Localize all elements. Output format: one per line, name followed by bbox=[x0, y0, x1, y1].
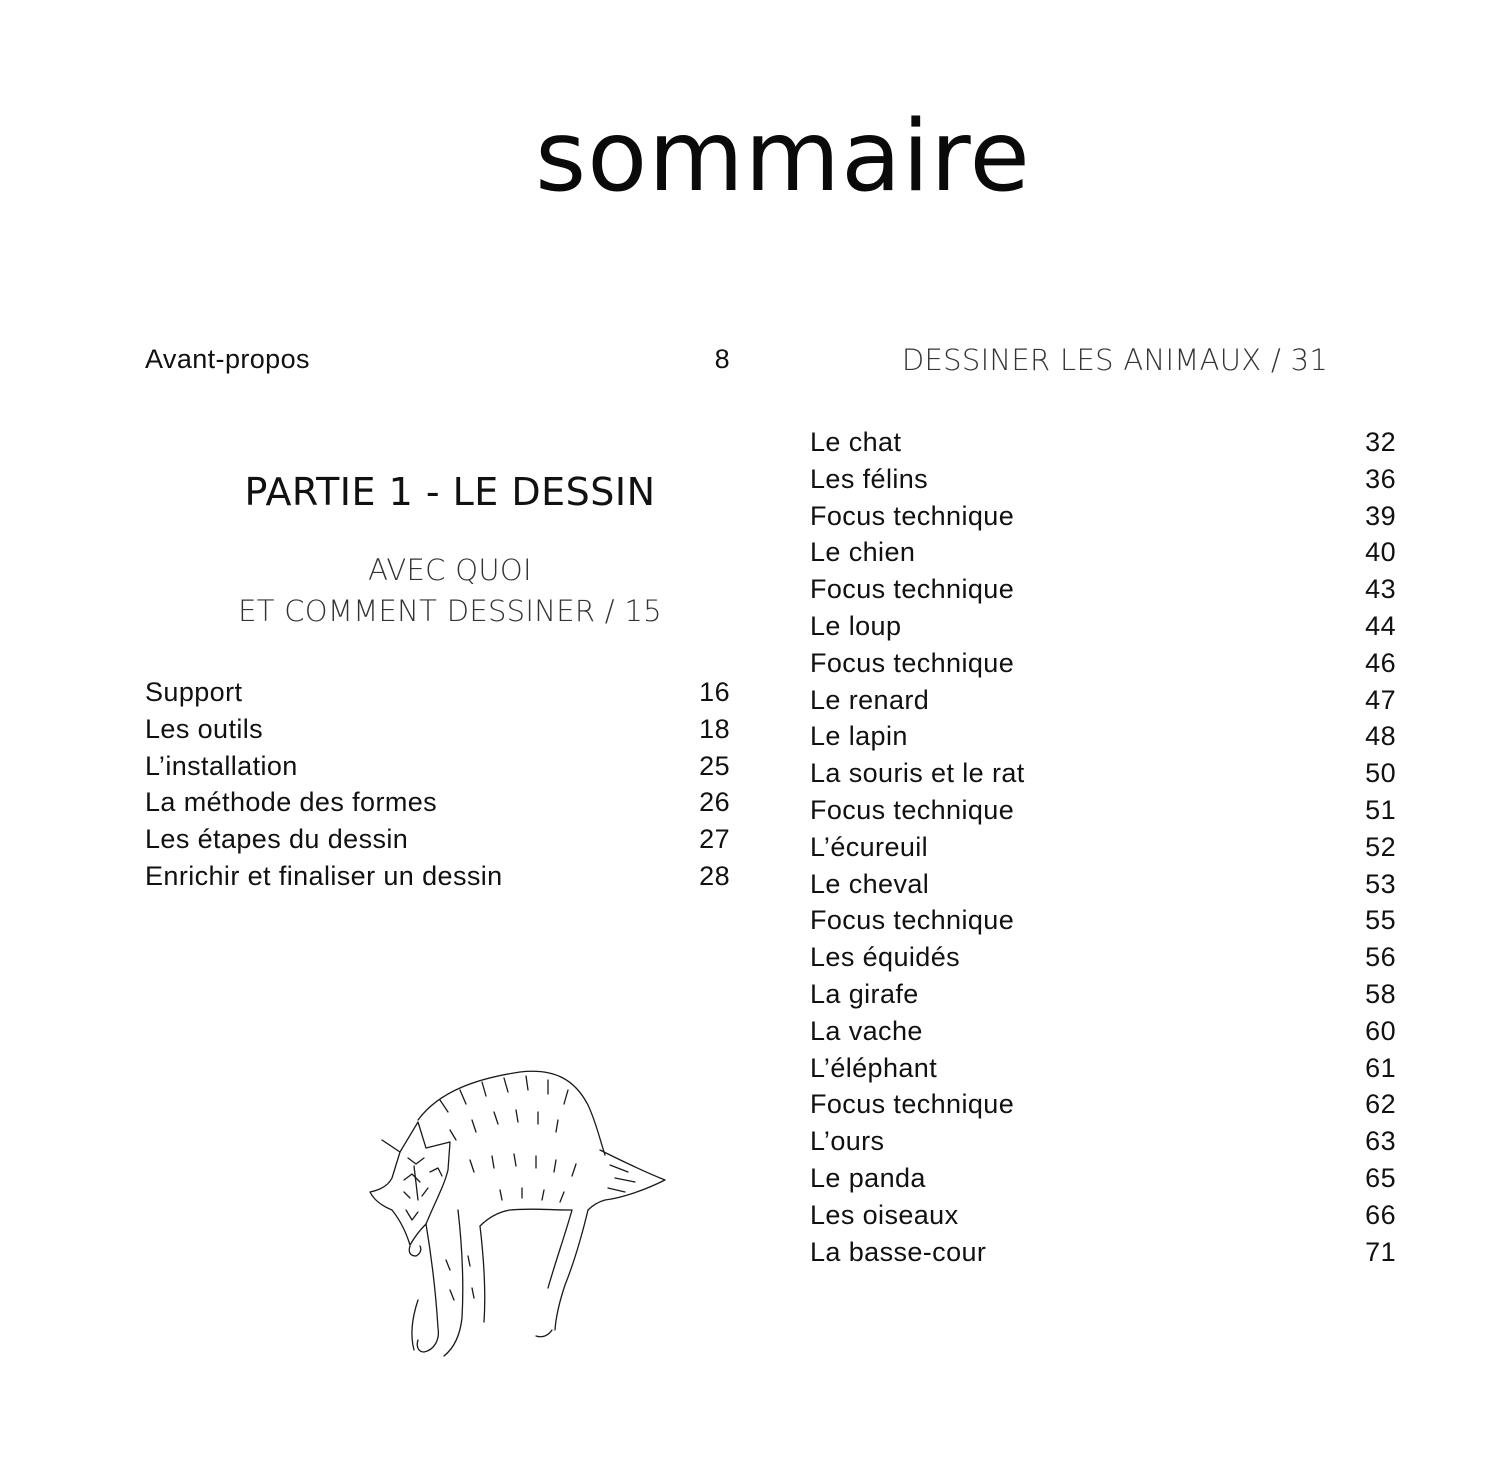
toc-entry-page: 50 bbox=[1365, 758, 1396, 789]
toc-entry-label: L’écureuil bbox=[810, 831, 929, 862]
toc-entry[interactable] bbox=[810, 534, 1396, 571]
toc-entry-label: Enrichir et finaliser un dessin bbox=[145, 860, 503, 891]
toc-entry-page: 36 bbox=[1365, 463, 1396, 494]
toc-entry-page: 27 bbox=[699, 824, 730, 855]
toc-entry-page: 8 bbox=[714, 344, 730, 374]
page-title: sommaire bbox=[535, 100, 1031, 214]
toc-entry[interactable] bbox=[810, 1197, 1396, 1234]
section-title-line-1: AVEC QUOI bbox=[368, 553, 532, 587]
toc-entry-label: Focus technique bbox=[810, 794, 1015, 825]
toc-entry-page: 32 bbox=[1365, 427, 1396, 457]
toc-entry-page: 28 bbox=[699, 860, 730, 891]
toc-entry-label: Focus technique bbox=[810, 574, 1015, 605]
toc-entry-page: 16 bbox=[699, 677, 730, 707]
section-title-line-2: ET COMMENT DESSINER / 15 bbox=[238, 594, 662, 628]
toc-entry-page: 65 bbox=[1365, 1162, 1396, 1193]
toc-entry-label: L’éléphant bbox=[810, 1052, 938, 1083]
toc-entry[interactable] bbox=[145, 821, 730, 858]
toc-entry-label: La basse-cour bbox=[810, 1236, 987, 1267]
toc-entry-page: 51 bbox=[1365, 794, 1396, 825]
toc-entry-label: Le panda bbox=[810, 1162, 926, 1193]
section-title-animals: DESSINER LES ANIMAUX / 31 bbox=[901, 343, 1329, 377]
toc-entry[interactable] bbox=[810, 571, 1396, 608]
toc-entry-page: 58 bbox=[1365, 978, 1396, 1009]
toc-entry[interactable] bbox=[810, 682, 1396, 719]
toc-entry-label: Le lapin bbox=[810, 721, 908, 752]
toc-entry-label: Avant-propos bbox=[145, 344, 310, 374]
toc-entry-page: 66 bbox=[1365, 1199, 1396, 1230]
toc-entry-page: 18 bbox=[699, 713, 730, 744]
toc-entry-label: Focus technique bbox=[810, 647, 1015, 678]
toc-entry[interactable] bbox=[810, 755, 1396, 792]
toc-list-part-1 bbox=[145, 674, 730, 895]
toc-entry-page: 52 bbox=[1365, 831, 1396, 862]
part-1-title: PARTIE 1 - LE DESSIN bbox=[244, 470, 656, 514]
toc-entry-page: 47 bbox=[1365, 684, 1396, 715]
toc-entry[interactable] bbox=[810, 1160, 1396, 1197]
toc-entry-page: 62 bbox=[1365, 1089, 1396, 1120]
toc-entry-page: 60 bbox=[1365, 1015, 1396, 1046]
toc-entry[interactable] bbox=[810, 1013, 1396, 1050]
toc-entry[interactable] bbox=[810, 1050, 1396, 1087]
toc-entry-page: 26 bbox=[699, 787, 730, 818]
toc-entry-label: Focus technique bbox=[810, 1089, 1015, 1120]
toc-entry[interactable] bbox=[810, 461, 1396, 498]
toc-entry[interactable] bbox=[145, 674, 730, 711]
toc-entry-page: 46 bbox=[1365, 647, 1396, 678]
toc-entry-label: L’ours bbox=[810, 1126, 885, 1157]
wolf-sketch-icon bbox=[360, 1060, 670, 1360]
toc-entry-label: Le chat bbox=[810, 427, 902, 457]
toc-list-animals bbox=[810, 424, 1396, 1270]
toc-entry-label: Focus technique bbox=[810, 500, 1015, 531]
toc-entry-label: La vache bbox=[810, 1015, 923, 1046]
toc-entry[interactable] bbox=[810, 939, 1396, 976]
toc-entry[interactable] bbox=[810, 792, 1396, 829]
toc-entry-avant-propos[interactable] bbox=[145, 341, 730, 378]
toc-entry-label: Le loup bbox=[810, 610, 902, 641]
toc-entry[interactable] bbox=[810, 866, 1396, 903]
toc-entry-label: La girafe bbox=[810, 978, 919, 1009]
toc-entry-label: Focus technique bbox=[810, 905, 1015, 936]
toc-entry-label: Les étapes du dessin bbox=[145, 824, 409, 855]
toc-entry-label: La souris et le rat bbox=[810, 758, 1025, 789]
toc-entry-label: Les outils bbox=[145, 713, 264, 744]
toc-entry-page: 43 bbox=[1365, 574, 1396, 605]
toc-entry[interactable] bbox=[145, 858, 730, 895]
toc-entry[interactable] bbox=[145, 784, 730, 821]
toc-entry-label: Les équidés bbox=[810, 942, 961, 973]
toc-entry-page: 63 bbox=[1365, 1126, 1396, 1157]
toc-entry[interactable] bbox=[810, 498, 1396, 535]
toc-entry-label: Les oiseaux bbox=[810, 1199, 959, 1230]
toc-entry-label: Le renard bbox=[810, 684, 930, 715]
toc-entry[interactable] bbox=[810, 829, 1396, 866]
toc-entry-label: La méthode des formes bbox=[145, 787, 438, 818]
toc-entry-page: 55 bbox=[1365, 905, 1396, 936]
toc-entry[interactable] bbox=[810, 424, 1396, 461]
toc-entry[interactable] bbox=[810, 1234, 1396, 1271]
toc-entry-label: L’installation bbox=[145, 750, 298, 781]
toc-entry-page: 61 bbox=[1365, 1052, 1396, 1083]
toc-entry-label: Le chien bbox=[810, 537, 916, 568]
toc-entry-page: 71 bbox=[1365, 1236, 1396, 1267]
toc-entry-page: 53 bbox=[1365, 868, 1396, 899]
toc-entry[interactable] bbox=[810, 1086, 1396, 1123]
toc-entry[interactable] bbox=[810, 608, 1396, 645]
toc-entry-label: Les félins bbox=[810, 463, 929, 494]
toc-entry-page: 39 bbox=[1365, 500, 1396, 531]
toc-entry-label: Le cheval bbox=[810, 868, 930, 899]
toc-entry[interactable] bbox=[145, 711, 730, 748]
toc-entry-label: Support bbox=[145, 677, 243, 707]
toc-entry[interactable] bbox=[145, 748, 730, 785]
toc-entry[interactable] bbox=[810, 645, 1396, 682]
toc-entry[interactable] bbox=[810, 1123, 1396, 1160]
toc-entry[interactable] bbox=[810, 976, 1396, 1013]
toc-entry-page: 56 bbox=[1365, 942, 1396, 973]
toc-entry-page: 40 bbox=[1365, 537, 1396, 568]
toc-entry-page: 44 bbox=[1365, 610, 1396, 641]
toc-entry-page: 48 bbox=[1365, 721, 1396, 752]
toc-entry[interactable] bbox=[810, 718, 1396, 755]
toc-entry-page: 25 bbox=[699, 750, 730, 781]
toc-entry[interactable] bbox=[810, 902, 1396, 939]
